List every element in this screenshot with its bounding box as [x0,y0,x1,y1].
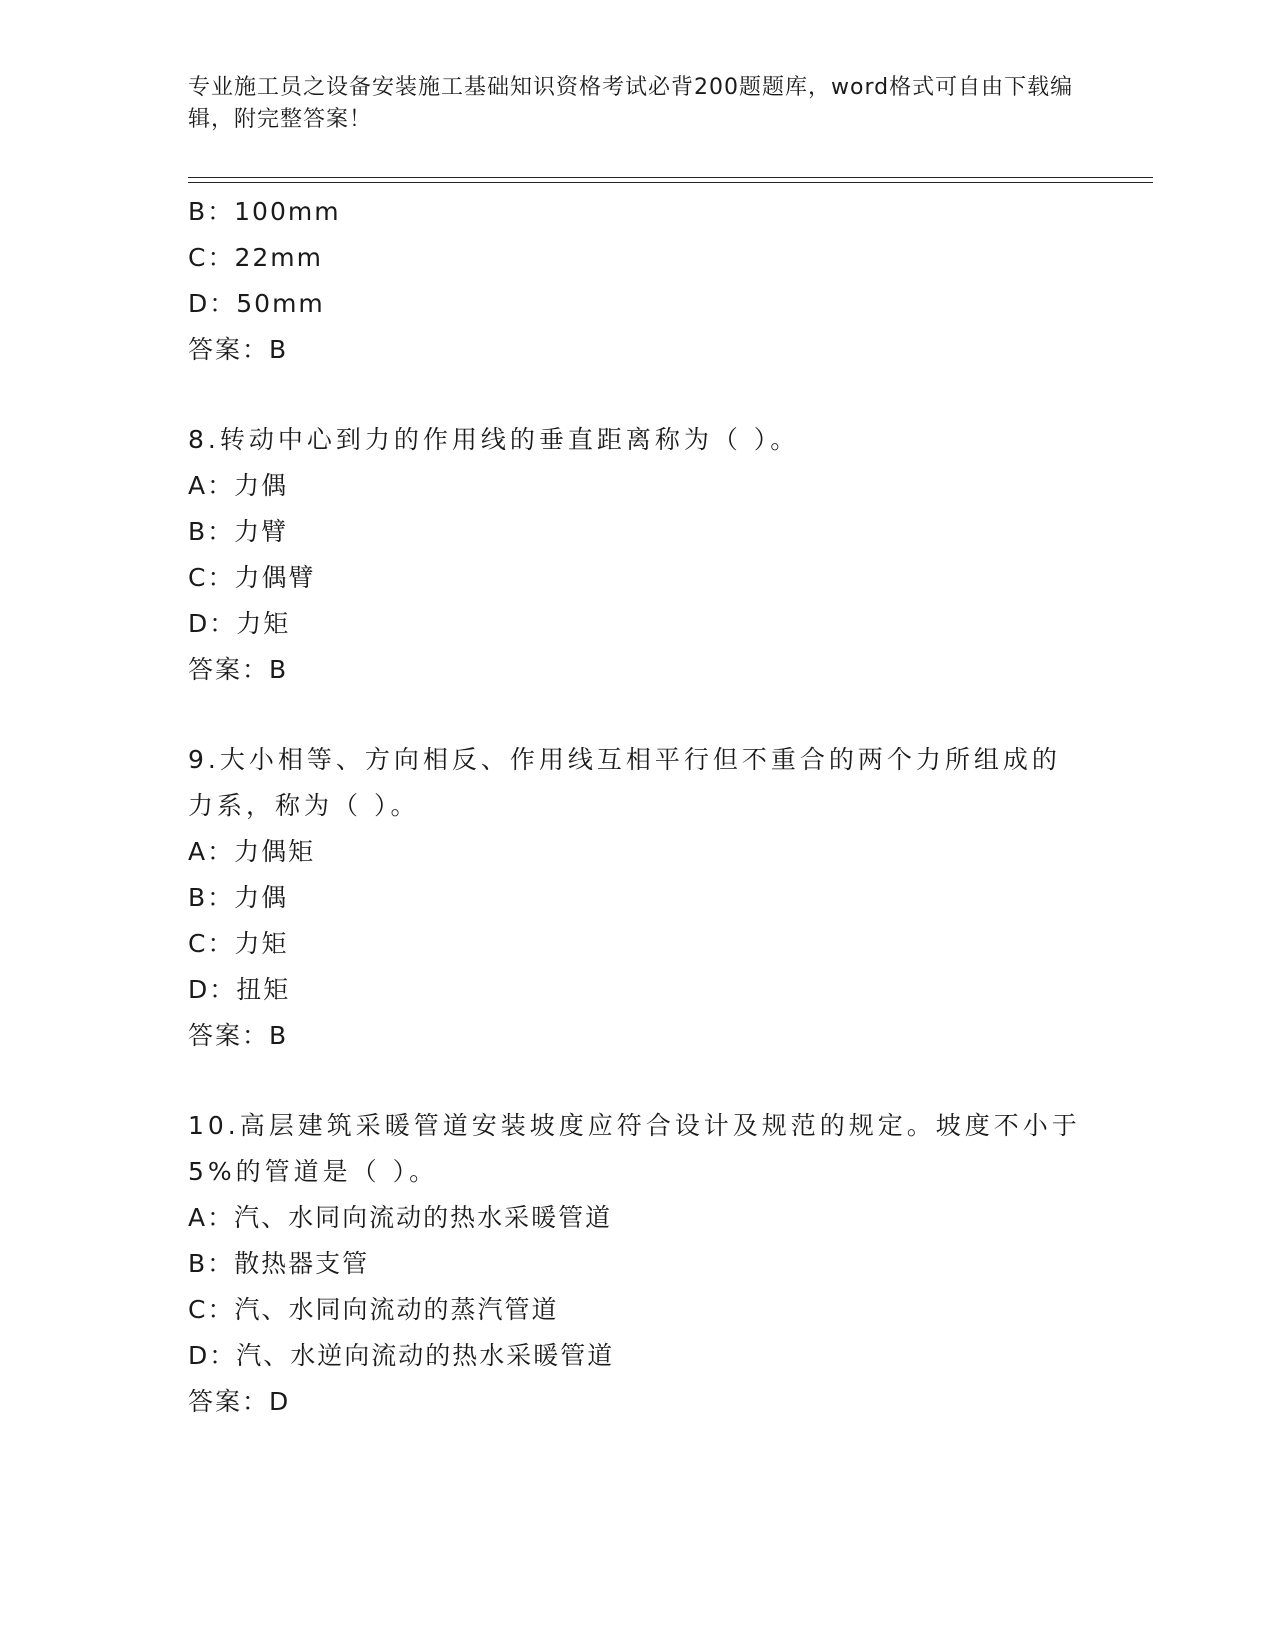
option-c [188,555,1088,601]
option-text: 22mm [234,243,323,272]
option-letter: C： [188,929,235,958]
question-block-8 [188,417,1088,693]
option-letter: D： [188,289,237,318]
option-text: 汽、水同向流动的热水采暖管道 [234,1203,613,1232]
option-a [188,829,1088,875]
option-letter: A： [188,837,235,866]
option-d [188,1333,1088,1379]
option-letter: C： [188,563,235,592]
option-text: 100mm [234,197,341,226]
option-d [188,967,1088,1013]
option-letter: B： [188,517,235,546]
option-text: 力矩 [234,929,289,958]
option-text: 力矩 [236,609,291,638]
option-text: 力偶 [234,471,289,500]
header-rule-top [188,177,1153,178]
option-letter: A： [188,471,235,500]
option-d [188,281,1088,327]
question-list [188,189,1088,1425]
question-stem: 9.大小相等、方向相反、作用线互相平行但不重合的两个力所组成的力系，称为（ ）。 [188,745,1061,820]
option-letter: A： [188,1203,235,1232]
option-b [188,189,1088,235]
option-text: 散热器支管 [234,1249,370,1278]
option-letter: B： [188,197,235,226]
question-block-10 [188,1103,1088,1425]
question-block-9 [188,737,1088,1059]
option-letter: D： [188,609,237,638]
option-text: 50mm [236,289,325,318]
question-stem: 10.高层建筑采暖管道安装坡度应符合设计及规范的规定。坡度不小于5%的管道是（ ）。 [188,1111,1081,1186]
option-letter: B： [188,1249,235,1278]
option-letter: D： [188,1341,237,1370]
spacer [188,373,1088,417]
option-text: 力偶矩 [234,837,316,866]
option-letter: D： [188,975,237,1004]
question-block-previous [188,189,1088,373]
option-text: 力偶 [234,883,289,912]
header-rule-bottom [188,182,1153,183]
spacer [188,1059,1088,1103]
answer-line: 答案：B [188,335,289,364]
option-text: 汽、水同向流动的蒸汽管道 [234,1295,559,1324]
option-letter: C： [188,243,235,272]
option-d [188,601,1088,647]
option-text: 汽、水逆向流动的热水采暖管道 [236,1341,615,1370]
option-b [188,509,1088,555]
option-letter: B： [188,883,235,912]
answer-line: 答案：B [188,1021,289,1050]
document-header: 专业施工员之设备安装施工基础知识资格考试必背200题题库，word格式可自由下载编辑，附完整答案！ [188,75,1074,132]
option-c [188,235,1088,281]
option-a [188,463,1088,509]
question-stem: 8.转动中心到力的作用线的垂直距离称为（ ）。 [188,425,800,454]
option-letter: C： [188,1295,235,1324]
option-text: 力偶臂 [234,563,316,592]
option-text: 扭矩 [236,975,291,1004]
answer-line: 答案：D [188,1387,291,1416]
option-b [188,875,1088,921]
option-c [188,1287,1088,1333]
answer-line: 答案：B [188,655,289,684]
option-c [188,921,1088,967]
option-text: 力臂 [234,517,289,546]
option-a [188,1195,1088,1241]
spacer [188,693,1088,737]
option-b [188,1241,1088,1287]
